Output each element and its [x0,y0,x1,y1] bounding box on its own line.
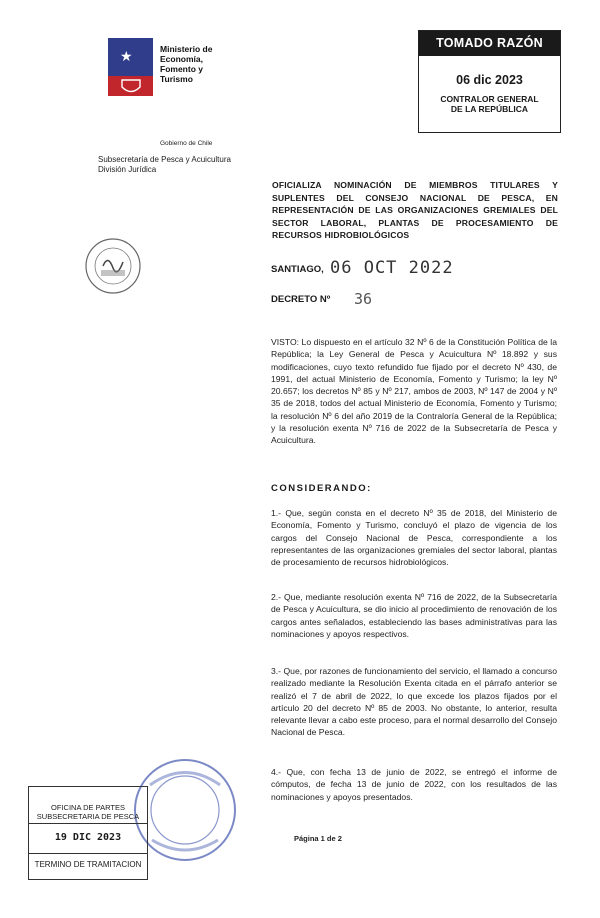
subsecretaria-block [98,155,231,175]
considerando-paragraph: 1.- Que, según consta en el decreto Nº 35 de 2018, del Ministerio de Economía, Fomento y Turismo, concluyó el plazo de vigencia de los cargos del Consejo Nacional de Pesca, correspondiente a los representantes de las organizaciones gremiales del sector laboral, plantas de procesamiento de recursos hidrobiológicos. [271,508,557,568]
ministry-line: Ministerio de [160,44,213,54]
contralor-line: DE LA REPÚBLICA [450,104,529,114]
contralor-label [419,94,560,114]
considerando-heading: CONSIDERANDO: [271,483,372,494]
santiago-label: SANTIAGO, [271,264,324,275]
tomado-razon-stamp [418,30,561,133]
gobierno-de-chile: Gobierno de Chile [160,140,213,147]
oficina-line: OFICINA DE PARTES [51,803,125,812]
oficina-line: TERMINO DE TRAMITACION [34,860,142,869]
visto-paragraph: VISTO: Lo dispuesto en el artículo 32 Nº 6 de la Constitución Política de la República; la Ley General de Pesca y Acuicultura Nº 18.892 y sus modificaciones, cuyo texto refundido fue fijado por el decreto Nº 430, de 1991, del actual Ministerio de Economía, Fomento y Turismo; la ley Nº 20.657; los decretos Nº 85 y Nº 217, ambos de 2003, Nº 147 de 2004 y Nº 35 de 2018, todos del actual Ministerio de Economía, Fomento y Turismo; la resolución Nº 6 del año 2019 de la Contraloría General de la República; y la resolución exenta Nº 716 de 2022 de la Subsecretaría de Pesca y Acuicultura. [271,337,557,446]
considerando-paragraph: 3.- Que, por razones de funcionamiento del servicio, el llamado a concurso realizado mediante la Resolución Exenta citada en el párrafo anterior se realizó el 7 de abril de 2022, lo que excede los plazos fijados por el artículo 20 del decreto Nº 85 de 2003. No obstante, lo anterior, resulta relevante llevar a cabo este proceso, para el normal desarrollo del Consejo Nacional de Pesca. [271,666,557,738]
star-icon: ★ [120,48,133,64]
tomado-razon-date: 06 dic 2023 [456,73,523,87]
page-number: Página 1 de 2 [294,834,342,843]
ministry-logo [108,38,232,150]
oficina-line: SUBSECRETARIA DE PESCA [36,812,140,821]
ministry-line: Turismo [160,74,193,84]
considerando-paragraph: 2.- Que, mediante resolución exenta Nº 716 de 2022, de la Subsecretaría de Pesca y Acuicultura, se dio inicio al procedimiento de renovación de los cargos antes señalados, estableciendo las bases administrativas para las nominaciones y apoyos respectivos. [271,592,557,639]
tomado-razon-title: TOMADO RAZÓN [419,31,560,56]
document-title: OFICIALIZA NOMINACIÓN DE MIEMBROS TITULARES Y SUPLENTES DEL CONSEJO NACIONAL DE PESCA, EN REPRESENTACIÓN DE LAS ORGANIZACIONES GREMIALES DEL SECTOR LABORAL, PLANTAS DE PROCESAMIENTO DE RECURSOS HIDROBIOLÓGICOS [272,180,558,240]
subsecretaria-name: Subsecretaría de Pesca y Acuicultura [98,155,231,164]
considerando-paragraph: 4.- Que, con fecha 13 de junio de 2022, se entregó el informe de cómputos, de fecha 13 de junio de 2022, con los resultados de las nominaciones y apoyos presentados. [271,767,557,802]
decreto-number: 36 [354,290,373,308]
ministry-name [160,44,212,84]
division-name: División Jurídica [98,165,157,174]
coat-of-arms-icon [120,78,142,96]
contralor-line: CONTRALOR GENERAL [440,94,539,104]
decreto-label: DECRETO Nº [271,294,331,305]
seal-stamp-icon [83,236,143,296]
divider [29,853,147,854]
oficina-partes-stamp [28,786,148,880]
santiago-date: 06 OCT 2022 [330,258,454,278]
oficina-date: 19 DIC 2023 [54,832,122,843]
ministry-line: Fomento y [160,64,203,74]
divider [29,823,147,824]
ministry-line: Economía, [160,54,203,64]
